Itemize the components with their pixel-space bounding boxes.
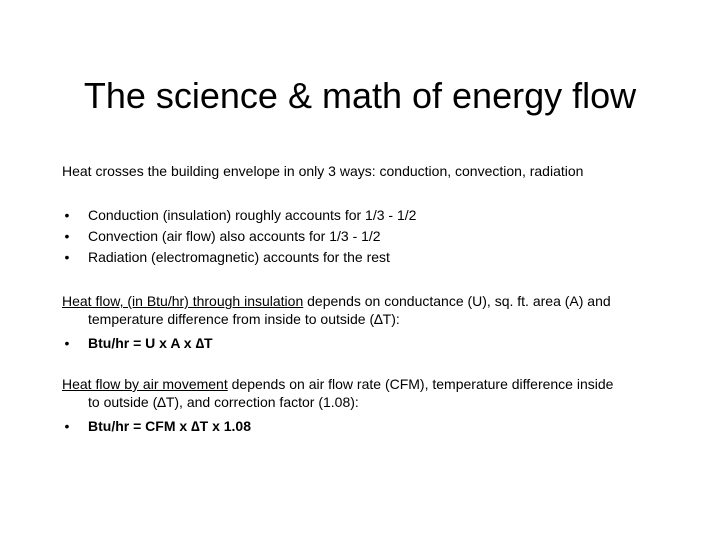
bullet-icon: • [64,418,70,434]
convection-line-2: to outside (∆T), and correction factor (1.08): [88,394,359,410]
list-item-text: Convection (air flow) also accounts for 1/3 - 1/2 [88,228,381,244]
convection-heading: Heat flow by air movement [62,376,228,392]
bullet-icon: • [64,335,70,351]
list-item-convection [62,226,682,247]
conduction-formula [62,334,662,352]
list-item-radiation [62,247,682,268]
conduction-line-1 [62,292,662,310]
convection-text: depends on air flow rate (CFM), temperature difference inside [227,376,614,392]
bullet-icon: • [64,249,70,265]
list-item-text: Radiation (electromagnetic) accounts for the rest [88,249,390,265]
bullet-icon: • [64,228,70,244]
conduction-formula-text: Btu/hr = U x A x ∆T [88,335,213,351]
intro-text: Heat crosses the building envelope in only 3 ways: conduction, convection, radiation [62,163,584,179]
bullet-icon: • [64,207,70,223]
conduction-text: depends on conductance (U), sq. ft. area (A) and [303,293,611,309]
convection-line-1 [62,375,662,393]
conduction-section [62,292,662,352]
list-item-conduction [62,205,682,226]
convection-section [62,375,662,435]
conduction-line-2: temperature difference from inside to outside (∆T): [88,311,400,327]
conduction-heading: Heat flow, (in Btu/hr) through insulation [62,293,304,309]
slide-title: The science & math of energy flow [83,75,637,116]
heat-transfer-ways-list [62,205,682,268]
convection-formula-text: Btu/hr = CFM x ∆T x 1.08 [88,418,251,434]
list-item-text: Conduction (insulation) roughly accounts for 1/3 - 1/2 [88,207,417,223]
convection-formula [62,417,662,435]
